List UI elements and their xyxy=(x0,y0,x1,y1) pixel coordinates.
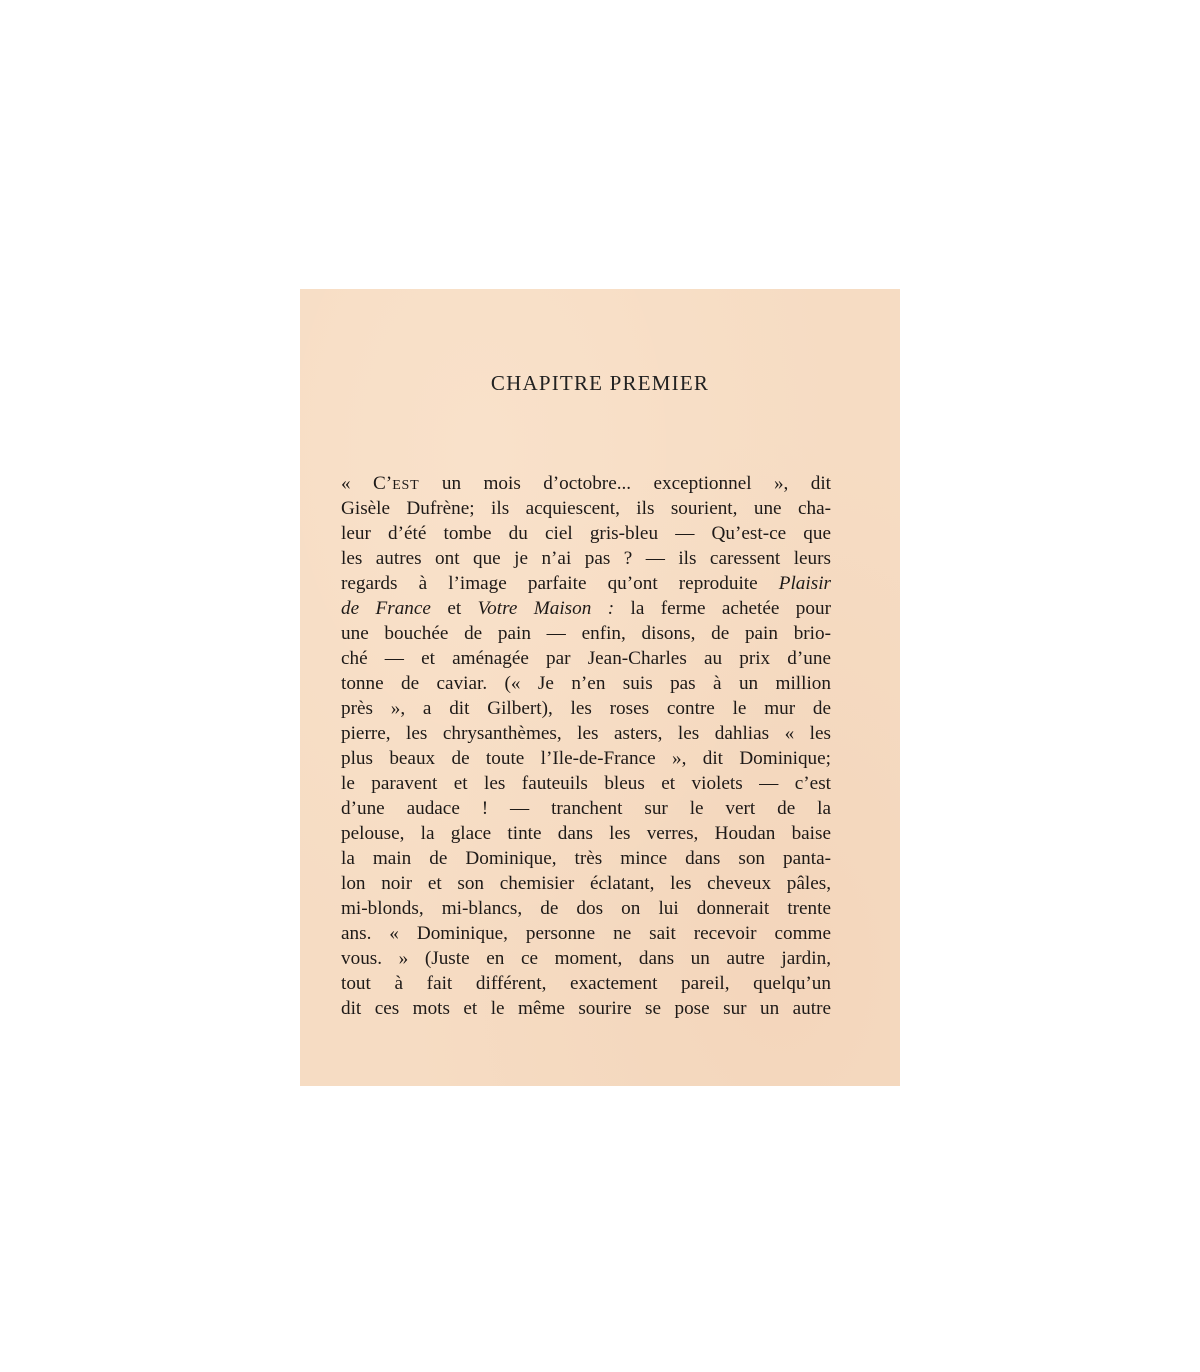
text-line xyxy=(341,671,831,696)
text-line xyxy=(341,521,831,546)
text-run: plus beaux de toute l’Ile-de-France », dit Dominique; xyxy=(341,748,831,769)
text-run: les autres ont que je n’ai pas ? — ils caressent leurs xyxy=(341,548,831,569)
text-line xyxy=(341,646,831,671)
text-run: pelouse, la glace tinte dans les verres, Houdan baise xyxy=(341,823,831,844)
text-line xyxy=(341,571,831,596)
text-line xyxy=(341,871,831,896)
body-text xyxy=(341,471,831,1021)
text-run: regards à l’image parfaite qu’ont reproduite xyxy=(341,573,779,594)
text-line xyxy=(341,496,831,521)
text-line xyxy=(341,946,831,971)
text-run: la ferme achetée pour xyxy=(614,598,831,619)
italic-title-run: de France xyxy=(341,598,431,619)
text-run: et xyxy=(430,598,478,619)
text-line xyxy=(341,896,831,921)
text-line xyxy=(341,596,831,621)
chapter-title: CHAPITRE PREMIER xyxy=(490,371,710,395)
text-run: près », a dit Gilbert), les roses contre le mur de xyxy=(341,698,831,719)
text-run: mi-blonds, mi-blancs, de dos on lui donnerait trente xyxy=(341,898,831,919)
text-run: la main de Dominique, très mince dans son panta- xyxy=(341,848,831,869)
text-line xyxy=(341,471,831,496)
text-run: le paravent et les fauteuils bleus et violets — c’est xyxy=(341,773,831,794)
text-line xyxy=(341,721,831,746)
text-line xyxy=(341,696,831,721)
text-run: ans. « Dominique, personne ne sait recevoir comme xyxy=(341,923,831,944)
italic-title-run: Votre Maison : xyxy=(477,598,615,619)
text-line xyxy=(341,821,831,846)
text-run: d’une audace ! — tranchent sur le vert de la xyxy=(341,798,831,819)
text-line xyxy=(341,921,831,946)
text-line xyxy=(341,971,831,996)
text-line xyxy=(341,796,831,821)
text-run: tonne de caviar. (« Je n’en suis pas à un million xyxy=(341,673,831,694)
text-run: lon noir et son chemisier éclatant, les cheveux pâles, xyxy=(341,873,831,894)
text-run: tout à fait différent, exactement pareil, quelqu’un xyxy=(341,973,831,994)
text-run: vous. » (Juste en ce moment, dans un autre jardin, xyxy=(341,948,831,969)
text-run: dit ces mots et le même sourire se pose sur un autre xyxy=(341,998,831,1019)
text-line xyxy=(341,546,831,571)
text-run: ché — et aménagée par Jean-Charles au prix d’une xyxy=(341,648,831,669)
book-page xyxy=(300,289,900,1086)
text-run: Gisèle Dufrène; ils acquiescent, ils sourient, une cha- xyxy=(341,498,831,519)
text-line xyxy=(341,846,831,871)
text-run: un mois d’octobre... exceptionnel », dit xyxy=(419,473,831,494)
text-line xyxy=(341,996,831,1021)
italic-title-run: Plaisir xyxy=(778,573,831,594)
small-caps-run: EST xyxy=(392,478,420,493)
text-run: leur d’été tombe du ciel gris-bleu — Qu’est-ce que xyxy=(341,523,831,544)
text-line xyxy=(341,746,831,771)
text-run: « C’ xyxy=(341,473,393,494)
text-line xyxy=(341,621,831,646)
text-line xyxy=(341,771,831,796)
text-run: une bouchée de pain — enfin, disons, de pain brio- xyxy=(341,623,831,644)
text-run: pierre, les chrysanthèmes, les asters, les dahlias « les xyxy=(341,723,831,744)
